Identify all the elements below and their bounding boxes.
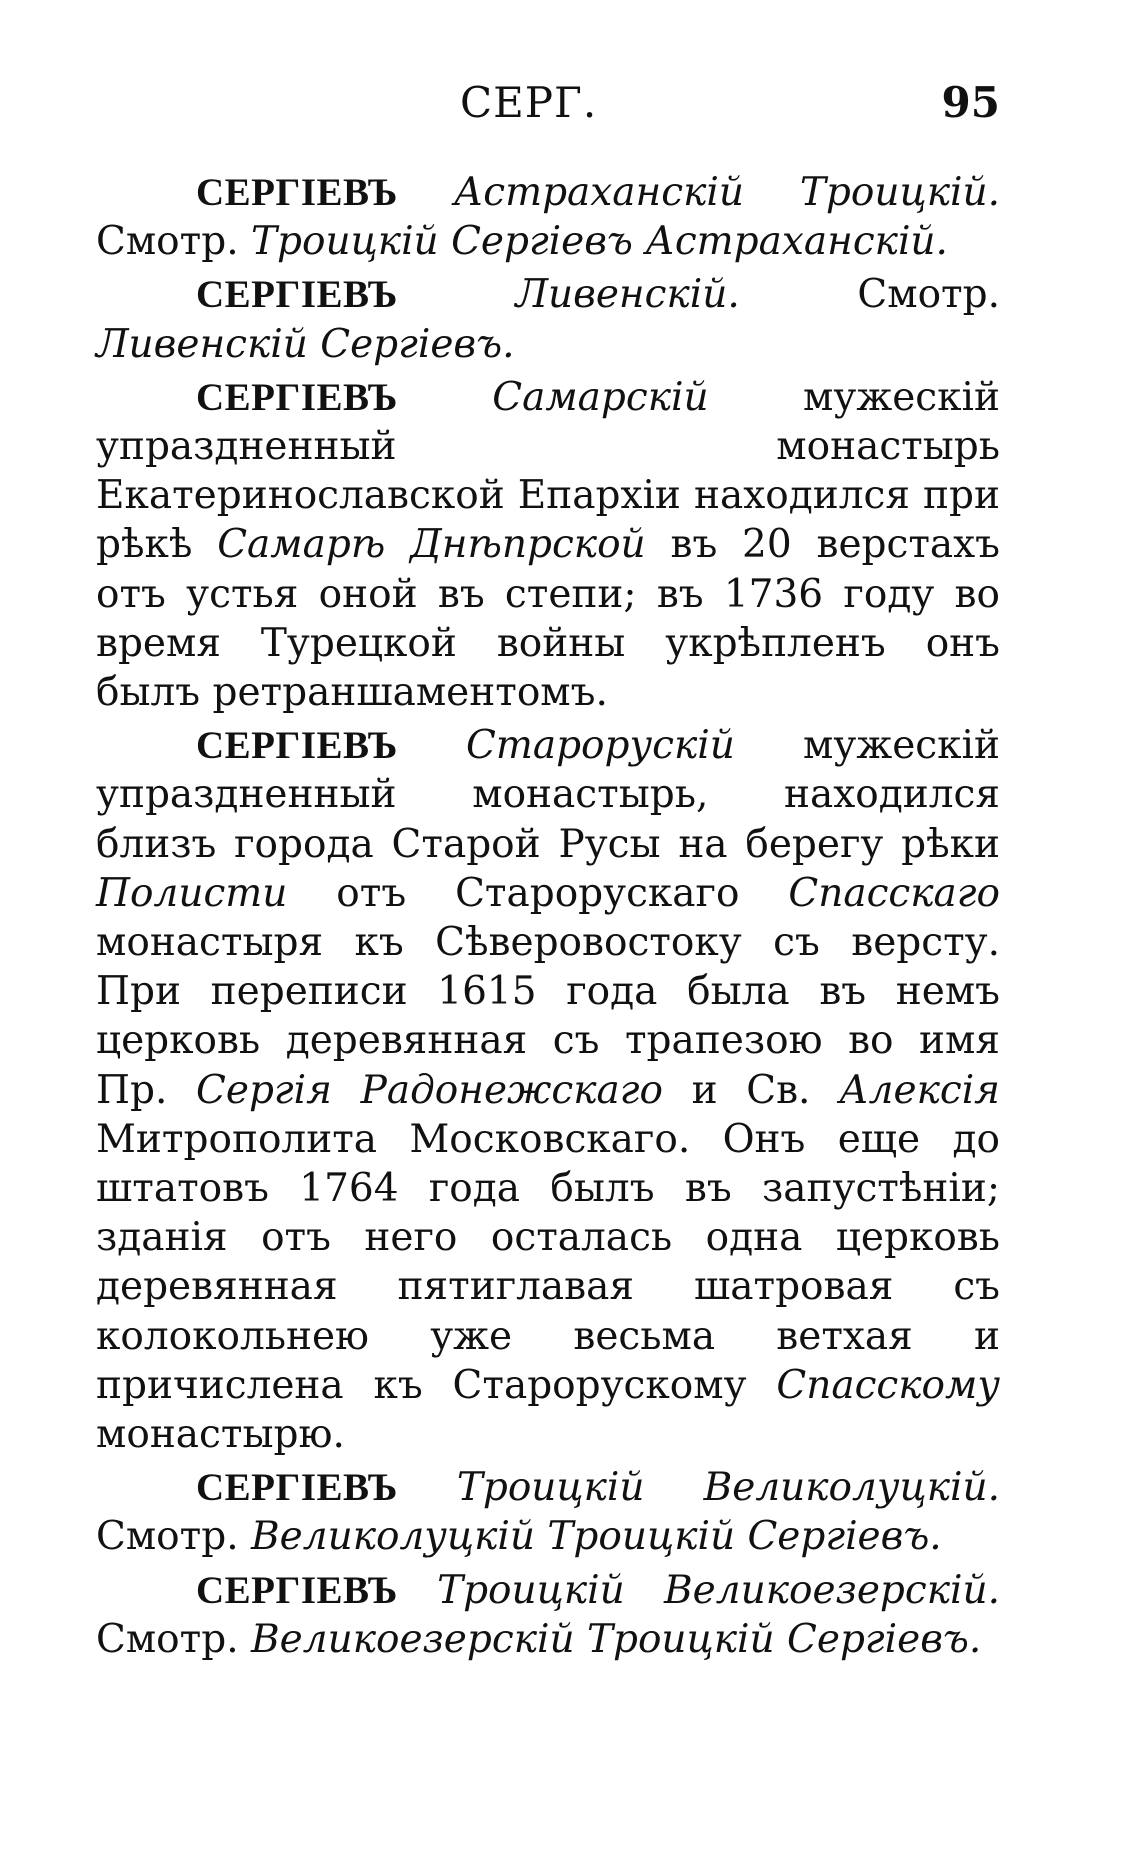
dictionary-entry	[96, 1463, 1000, 1561]
entry-text: монастырю.	[96, 1412, 345, 1458]
entry-italic-text: Алексія	[839, 1067, 1000, 1113]
entry-headword: СЕРГІЕВЪ	[196, 375, 398, 419]
entry-italic-text: Полисти	[96, 870, 288, 916]
entry-text: Смотр.	[96, 1514, 251, 1560]
dictionary-entry	[96, 721, 1000, 1459]
entry-italic-text: Великоезерскій Троицкій Сергіевъ.	[251, 1616, 982, 1662]
entry-text	[398, 170, 454, 215]
entry-headword: СЕРГІЕВЪ	[196, 724, 398, 768]
entry-text: и Св.	[662, 1067, 840, 1113]
entry-italic-text: Троицкій Великолуцкій.	[456, 1465, 1000, 1511]
entry-text: монастыря къ Сѣверовостоку съ версту. При переписи 1615 года была въ немъ церковь деревянная съ трапезою во имя Пр.	[96, 920, 1000, 1113]
dictionary-entry	[96, 168, 1000, 266]
entry-headword: СЕРГІЕВЪ	[196, 273, 398, 317]
entry-italic-text: Старорускій	[466, 723, 735, 769]
entry-italic-text: Спасскому	[776, 1362, 1000, 1408]
entry-text: Смотр.	[739, 272, 1000, 318]
entry-text: Митрополита Московскаго. Онъ еще до штатовъ 1764 года былъ въ запустѣніи; зданія отъ него осталась одна церковь деревянная пятиглавая шатровая съ колокольнею уже весьма ветхая и причислена къ Старорускому	[96, 1116, 1000, 1408]
dictionary-entry	[96, 373, 1000, 717]
entry-italic-text: Ливенскій.	[515, 272, 740, 318]
entry-headword: СЕРГІЕВЪ	[196, 1568, 398, 1612]
entry-text: мужескій упраздненный монастырь Екатеринославской Епархіи находился при рѣкѣ	[96, 374, 1000, 568]
entry-text: мужескій упраздненный монастырь, находился близъ города Старой Русы на берегу рѣки	[96, 723, 1000, 867]
dictionary-entry	[96, 1566, 1000, 1664]
entry-italic-text: Самарѣ Днѣпрской	[217, 522, 646, 568]
entry-text	[398, 723, 466, 768]
entry-text	[398, 1465, 457, 1510]
dictionary-text	[96, 168, 1000, 1668]
entry-italic-text: Троицкій Сергіевъ Астраханскій.	[251, 219, 948, 265]
entry-text: отъ Старорускаго	[287, 870, 789, 916]
entry-headword: СЕРГІЕВЪ	[196, 1466, 398, 1510]
page-header	[100, 78, 1000, 138]
entry-italic-text: Сергія Радонежскаго	[196, 1067, 663, 1113]
page-number: 95	[941, 78, 1000, 127]
entry-italic-text: Астраханскій Троицкій.	[453, 170, 1000, 215]
entry-text	[398, 1568, 437, 1613]
entry-text	[398, 272, 516, 317]
entry-text: Смотр.	[96, 219, 251, 265]
entry-italic-text: Троицкій Великоезерскій.	[437, 1567, 1000, 1613]
running-head: СЕРГ.	[460, 78, 598, 127]
entry-text: Смотр.	[96, 1616, 251, 1662]
entry-text	[398, 375, 492, 420]
dictionary-entry	[96, 270, 1000, 368]
entry-italic-text: Самарскій	[492, 374, 709, 420]
entry-text: въ 20 верстахъ отъ устья оной въ степи; въ 1736 году во время Турецкой войны укрѣпленъ онъ былъ ретраншаментомъ.	[96, 522, 1000, 716]
entry-headword: СЕРГІЕВЪ	[196, 171, 398, 214]
entry-italic-text: Спасскаго	[788, 870, 1000, 916]
entry-italic-text: Великолуцкій Троицкій Сергіевъ.	[251, 1514, 942, 1560]
entry-italic-text: Ливенскій Сергіевъ.	[96, 321, 515, 367]
